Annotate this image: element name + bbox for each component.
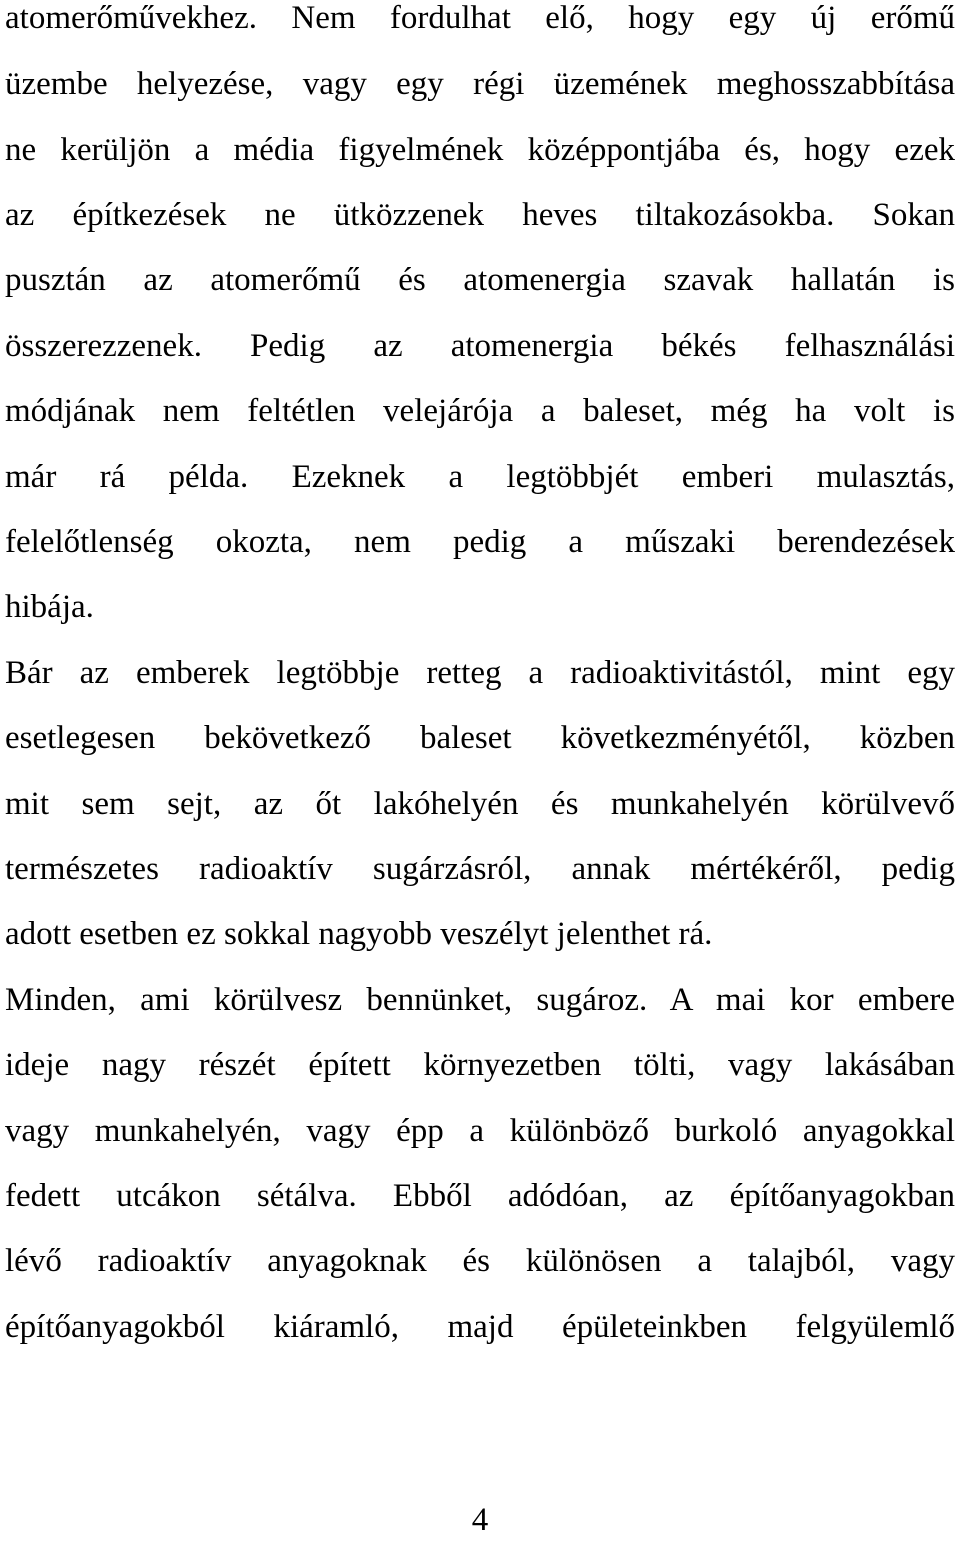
text-line: hibája. <box>5 589 94 625</box>
text-line: Minden, ami körülvesz bennünket, sugároz. A mai kor embere <box>5 982 955 1018</box>
text-line: építőanyagokból kiáramló, majd épületeinkben felgyülemlő <box>5 1309 955 1345</box>
text-line: Bár az emberek legtöbbje retteg a radioaktivitástól, mint egy <box>5 655 955 691</box>
text-line: már rá példa. Ezeknek a legtöbbjét emberi mulasztás, <box>5 459 955 495</box>
text-line: az építkezések ne ütközzenek heves tiltakozásokba. Sokan <box>5 197 955 233</box>
text-line: fedett utcákon sétálva. Ebből adódóan, az építőanyagokban <box>5 1178 955 1214</box>
text-line: ne kerüljön a média figyelmének középpontjába és, hogy ezek <box>5 132 955 168</box>
text-line: adott esetben ez sokkal nagyobb veszélyt jelenthet rá. <box>5 916 713 952</box>
text-line: vagy munkahelyén, vagy épp a különböző burkoló anyagokkal <box>5 1113 955 1149</box>
text-line: ideje nagy részét épített környezetben tölti, vagy lakásában <box>5 1047 955 1083</box>
text-line: összerezzenek. Pedig az atomenergia békés felhasználási <box>5 328 955 364</box>
text-line: pusztán az atomerőmű és atomenergia szavak hallatán is <box>5 262 955 298</box>
text-line: atomerőművekhez. Nem fordulhat elő, hogy egy új erőmű <box>5 0 955 36</box>
text-line: üzembe helyezése, vagy egy régi üzemének meghosszabbítása <box>5 66 955 102</box>
page-number: 4 <box>471 1502 489 1538</box>
text-line: mit sem sejt, az őt lakóhelyén és munkahelyén körülvevő <box>5 786 955 822</box>
text-line: természetes radioaktív sugárzásról, annak mértékéről, pedig <box>5 851 955 887</box>
text-line: lévő radioaktív anyagoknak és különösen a talajból, vagy <box>5 1243 955 1279</box>
text-line: esetlegesen bekövetkező baleset következményétől, közben <box>5 720 955 756</box>
text-line: módjának nem feltétlen velejárója a baleset, még ha volt is <box>5 393 955 429</box>
text-line: felelőtlenség okozta, nem pedig a műszaki berendezések <box>5 524 955 560</box>
